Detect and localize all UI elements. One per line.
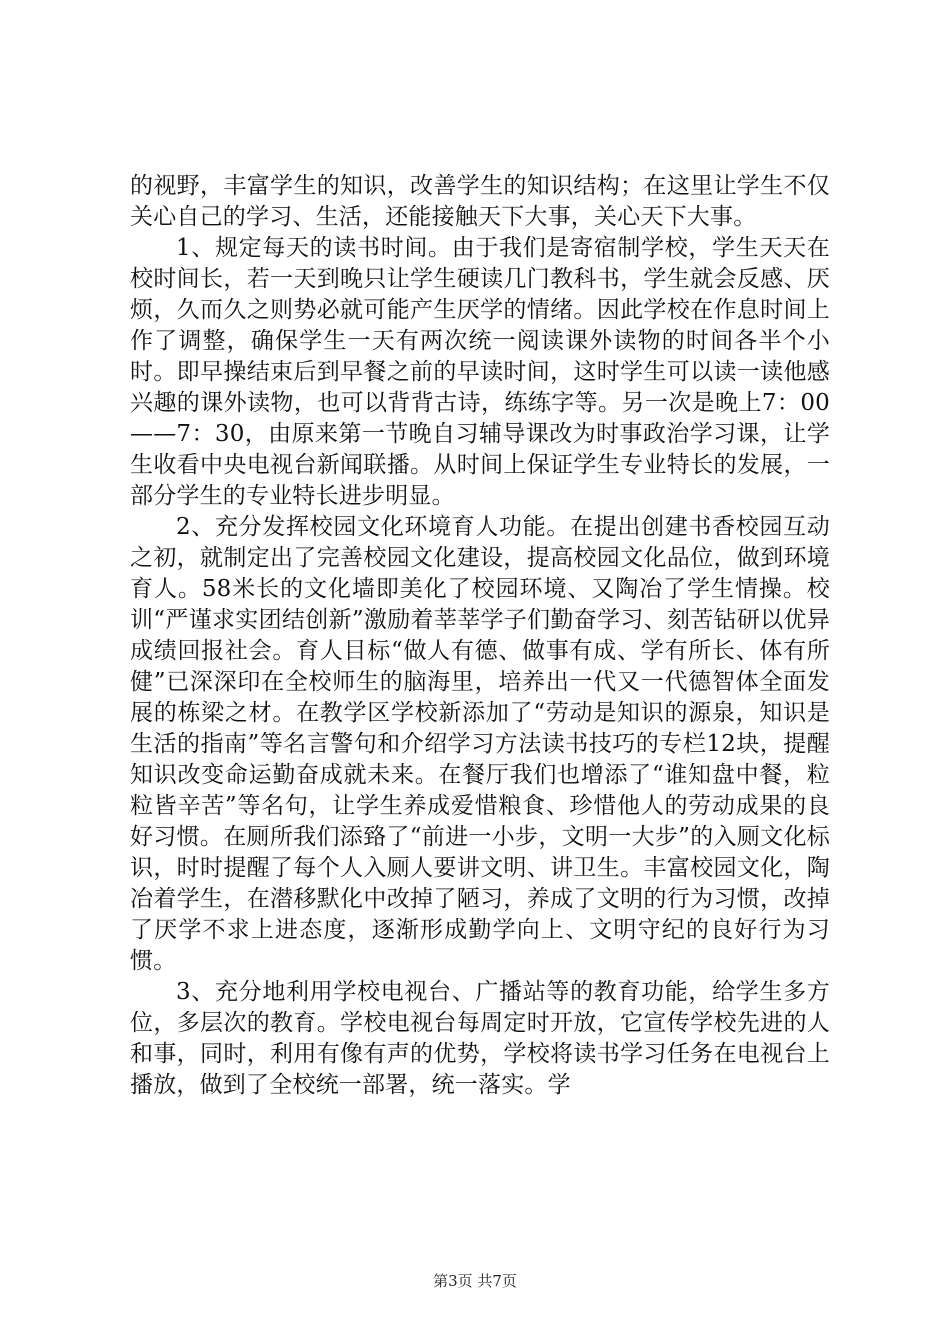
document-body: [130, 171, 830, 1101]
paragraph-continuation: 的视野，丰富学生的知识，改善学生的知识结构；在这里让学生不仅关心自己的学习、生活，还能接触天下大事，关心天下大事。: [130, 173, 830, 230]
paragraph-campus-culture: 2、充分发挥校园文化环境育人功能。在提出创建书香校园互动之初，就制定出了完善校园文化建设，提高校园文化品位，做到环境育人。58米长的文化墙即美化了校园环境、又陶冶了学生情操。校训“严谨求实团结创新”激励着莘莘学子们勤奋学习、刻苦钻研以优异成绩回报社会。育人目标“做人有德、做事有成、学有所长、体有所健”已深深印在全校师生的脑海里，培养出一代又一代德智体全面发展的栋梁之材。在教学区学校新添加了“劳动是知识的源泉，知识是生活的指南”等名言警句和介绍学习方法读书技巧的专栏12块，提醒知识改变命运勤奋成就未来。在餐厅我们也增添了“谁知盘中餐，粒粒皆辛苦”等名句，让学生养成爱惜粮食、珍惜他人的劳动成果的良好习惯。在厕所我们添臵了“前进一小步，文明一大步”的入厕文化标识，时时提醒了每个人入厕人要讲文明、讲卫生。丰富校园文化，陶冶着学生，在潜移默化中改掉了陋习，养成了文明的行为习惯，改掉了厌学不求上进态度，逐渐形成勤学向上、文明守纪的良好行为习惯。: [130, 514, 830, 974]
page-number-footer: 第3页 共7页: [433, 1272, 517, 1290]
paragraph-tv-station: 3、充分地利用学校电视台、广播站等的教育功能，给学生多方位，多层次的教育。学校电视台每周定时开放，它宣传学校先进的人和事，同时，利用有像有声的优势，学校将读书学习任务在电视台上播放，做到了全校统一部署，统一落实。学: [130, 979, 830, 1098]
paragraph-reading-time: 1、规定每天的读书时间。由于我们是寄宿制学校，学生天天在校时间长，若一天到晚只让学生硬读几门教科书，学生就会反感、厌烦，久而久之则势必就可能产生厌学的情绪。因此学校在作息时间上作了调整，确保学生一天有两次统一阅读课外读物的时间各半个小时。即早操结束后到早餐之前的早读时间，这时学生可以读一读他感兴趣的课外读物，也可以背背古诗，练练字等。另一次是晚上7：00——7：30，由原来第一节晚自习辅导课改为时事政治学习课，让学生收看中央电视台新闻联播。从时间上保证学生专业特长的发展，一部分学生的专业特长进步明显。: [130, 235, 830, 509]
